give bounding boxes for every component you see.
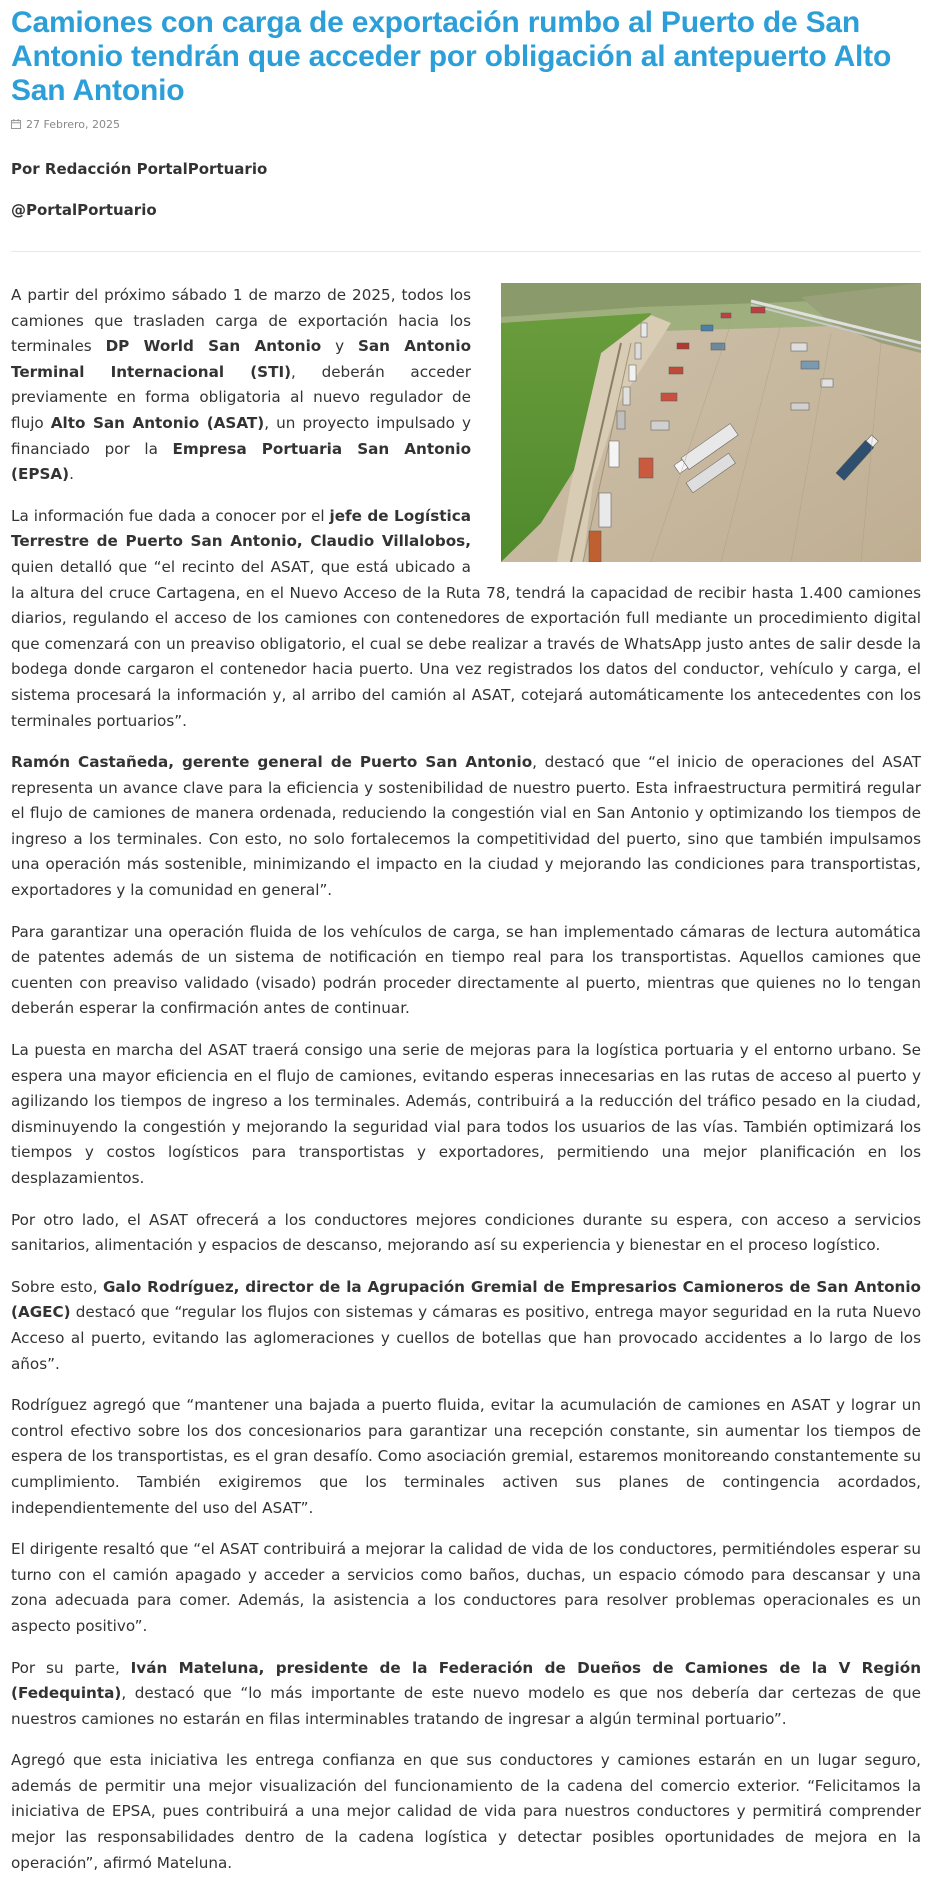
author-handle[interactable]: @PortalPortuario bbox=[11, 201, 157, 219]
article-body bbox=[11, 283, 921, 1892]
paragraph-11: Agregó que esta iniciativa les entrega confianza en que sus conductores y camiones estarán en un lugar seguro, además de permitir una mejor visualización del funcionamiento de la cadena del comercio exterior. “Felicitamos la iniciativa de EPSA, pues contribuirá a una mejor calidad de vida para nuestros conductores y permitirá comprender mejor las responsabilidades dentro de la cadena logística y detectar posibles oportunidades de mejora en la operación”, afirmó Mateluna. bbox=[11, 1751, 921, 1872]
paragraph-3: Ramón Castañeda, gerente general de Puerto San Antonio, destacó que “el inicio de operaciones del ASAT representa un avance clave para la eficiencia y sostenibilidad de nuestro puerto. Esta infraestructura permitirá regular el flujo de camiones de manera ordenada, reduciendo la congestión vial en San Antonio y optimizando los tiempos de ingreso a los terminales. Con esto, no solo fortalecemos la competitividad del puerto, sino que también impulsamos una operación más sostenible, minimizando el impacto en la ciudad y mejorando las condiciones para transportistas, exportadores y la comunidad en general”. bbox=[11, 753, 921, 900]
paragraph-5: La puesta en marcha del ASAT traerá consigo una serie de mejoras para la logística portuaria y el entorno urbano. Se espera una mayor eficiencia en el flujo de camiones, evitando esperas innecesarias en las rutas de acceso al puerto y agilizando los tiempos de ingreso a los terminales. Además, contribuirá a la reducción del tráfico pesado en la ciudad, disminuyendo la congestión y mejorando la seguridad vial para todos los usuarios de las vías. También optimizará los tiempos y costos logísticos para transportistas y exportadores, permitiendo una mejor planificación en los desplazamientos. bbox=[11, 1041, 921, 1187]
paragraph-10: Por su parte, Iván Mateluna, presidente de la Federación de Dueños de Camiones de la V Región (Fedequinta), destacó que “lo más importante de este nuevo modelo es que nos debería dar certezas de que nuestros camiones no estarán en filas interminables tratando de ingresar a algún terminal portuario”. bbox=[11, 1658, 922, 1728]
article-date bbox=[11, 116, 921, 132]
date-text: 27 Febrero, 2025 bbox=[26, 117, 121, 131]
paragraph-7: Sobre esto, Galo Rodríguez, director de la Agrupación Gremial de Empresarios Camioneros de San Antonio (AGEC) destacó que “regular los flujos con sistemas y cámaras es positivo, entrega mayor seguridad en la ruta Nuevo Acceso al puerto, evitando las aglomeraciones y cuellos de botellas que han provocado accidentes a lo largo de los años”. bbox=[11, 1277, 921, 1373]
paragraph-1: A partir del próximo sábado 1 de marzo de 2025, todos los camiones que trasladen carga de exportación hacia los terminales DP World San Antonio y San Antonio Terminal Internacional (STI), deberán acceder previamente en forma obligatoria al nuevo regulador de flujo Alto San Antonio (ASAT), un proyecto impulsado y financiado por la Empresa Portuaria San Antonio (EPSA). bbox=[11, 286, 472, 484]
calendar-icon bbox=[11, 119, 21, 129]
paragraph-8: Rodríguez agregó que “mantener una bajada a puerto fluida, evitar la acumulación de camiones en ASAT y lograr un control efectivo sobre los dos concesionarios para garantizar una recepción constante, sin aumentar los tiempos de espera de los transportistas, es el gran desafío. Como asociación gremial, estaremos monitoreando constantemente su cumplimiento. También exigiremos que los terminales activen sus planes de contingencia acordados, independientemente del uso del ASAT”. bbox=[11, 1396, 921, 1517]
header-divider bbox=[11, 251, 921, 252]
paragraph-6: Por otro lado, el ASAT ofrecerá a los conductores mejores condiciones durante su espera, con acceso a servicios sanitarios, alimentación y espacios de descanso, mejorando así su experiencia y bienestar en el proceso logístico. bbox=[11, 1210, 921, 1255]
paragraph-2: La información fue dada a conocer por el jefe de Logística Terrestre de Puerto San Antonio, Claudio Villalobos, quien detalló que “el recinto del ASAT, que está ubicado a la altura del cruce Cartagena, en el Nuevo Acceso de la Ruta 78, tendrá la capacidad de recibir hasta 1.400 camiones diarios, regulando el acceso de los camiones con contenedores de exportación full mediante un procedimiento digital que comenzará con un preaviso obligatorio, el cual se debe realizar a través de WhatsApp justo antes de salir desde la bodega donde cargaron el contenedor hacia puerto. Una vez registrados los datos del conductor, vehículo y carga, el sistema procesará la información y, al arribo del camión al ASAT, cotejará automáticamente los antecedentes con los terminales portuarios”. bbox=[11, 506, 921, 730]
paragraph-4: Para garantizar una operación fluida de los vehículos de carga, se han implementado cámaras de lectura automática de patentes además de un sistema de notificación en tiempo real para los transportistas. Aquellos camiones que cuenten con preaviso validado (visado) podrán proceder directamente al puerto, mientras que quienes no lo tengan deberán esperar la confirmación antes de continuar. bbox=[11, 922, 921, 1018]
paragraph-9: El dirigente resaltó que “el ASAT contribuirá a mejorar la calidad de vida de los conductores, permitiéndoles esperar su turno con el camión apagado y acceder a servicios como baños, duchas, un espacio cómodo para descansar y una zona adecuada para comer. Además, la asistencia a los conductores para resolver problemas operacionales es un aspecto positivo”. bbox=[11, 1540, 921, 1635]
article-byline: Por Redacción PortalPortuario bbox=[11, 160, 268, 178]
article-photo bbox=[501, 283, 921, 562]
article-title: Camiones con carga de exportación rumbo al Puerto de San Antonio tendrán que acceder por obligación al antepuerto Alto San Antonio bbox=[11, 6, 892, 107]
article bbox=[11, 0, 922, 1872]
aerial-truck-yard-photo bbox=[501, 283, 921, 562]
